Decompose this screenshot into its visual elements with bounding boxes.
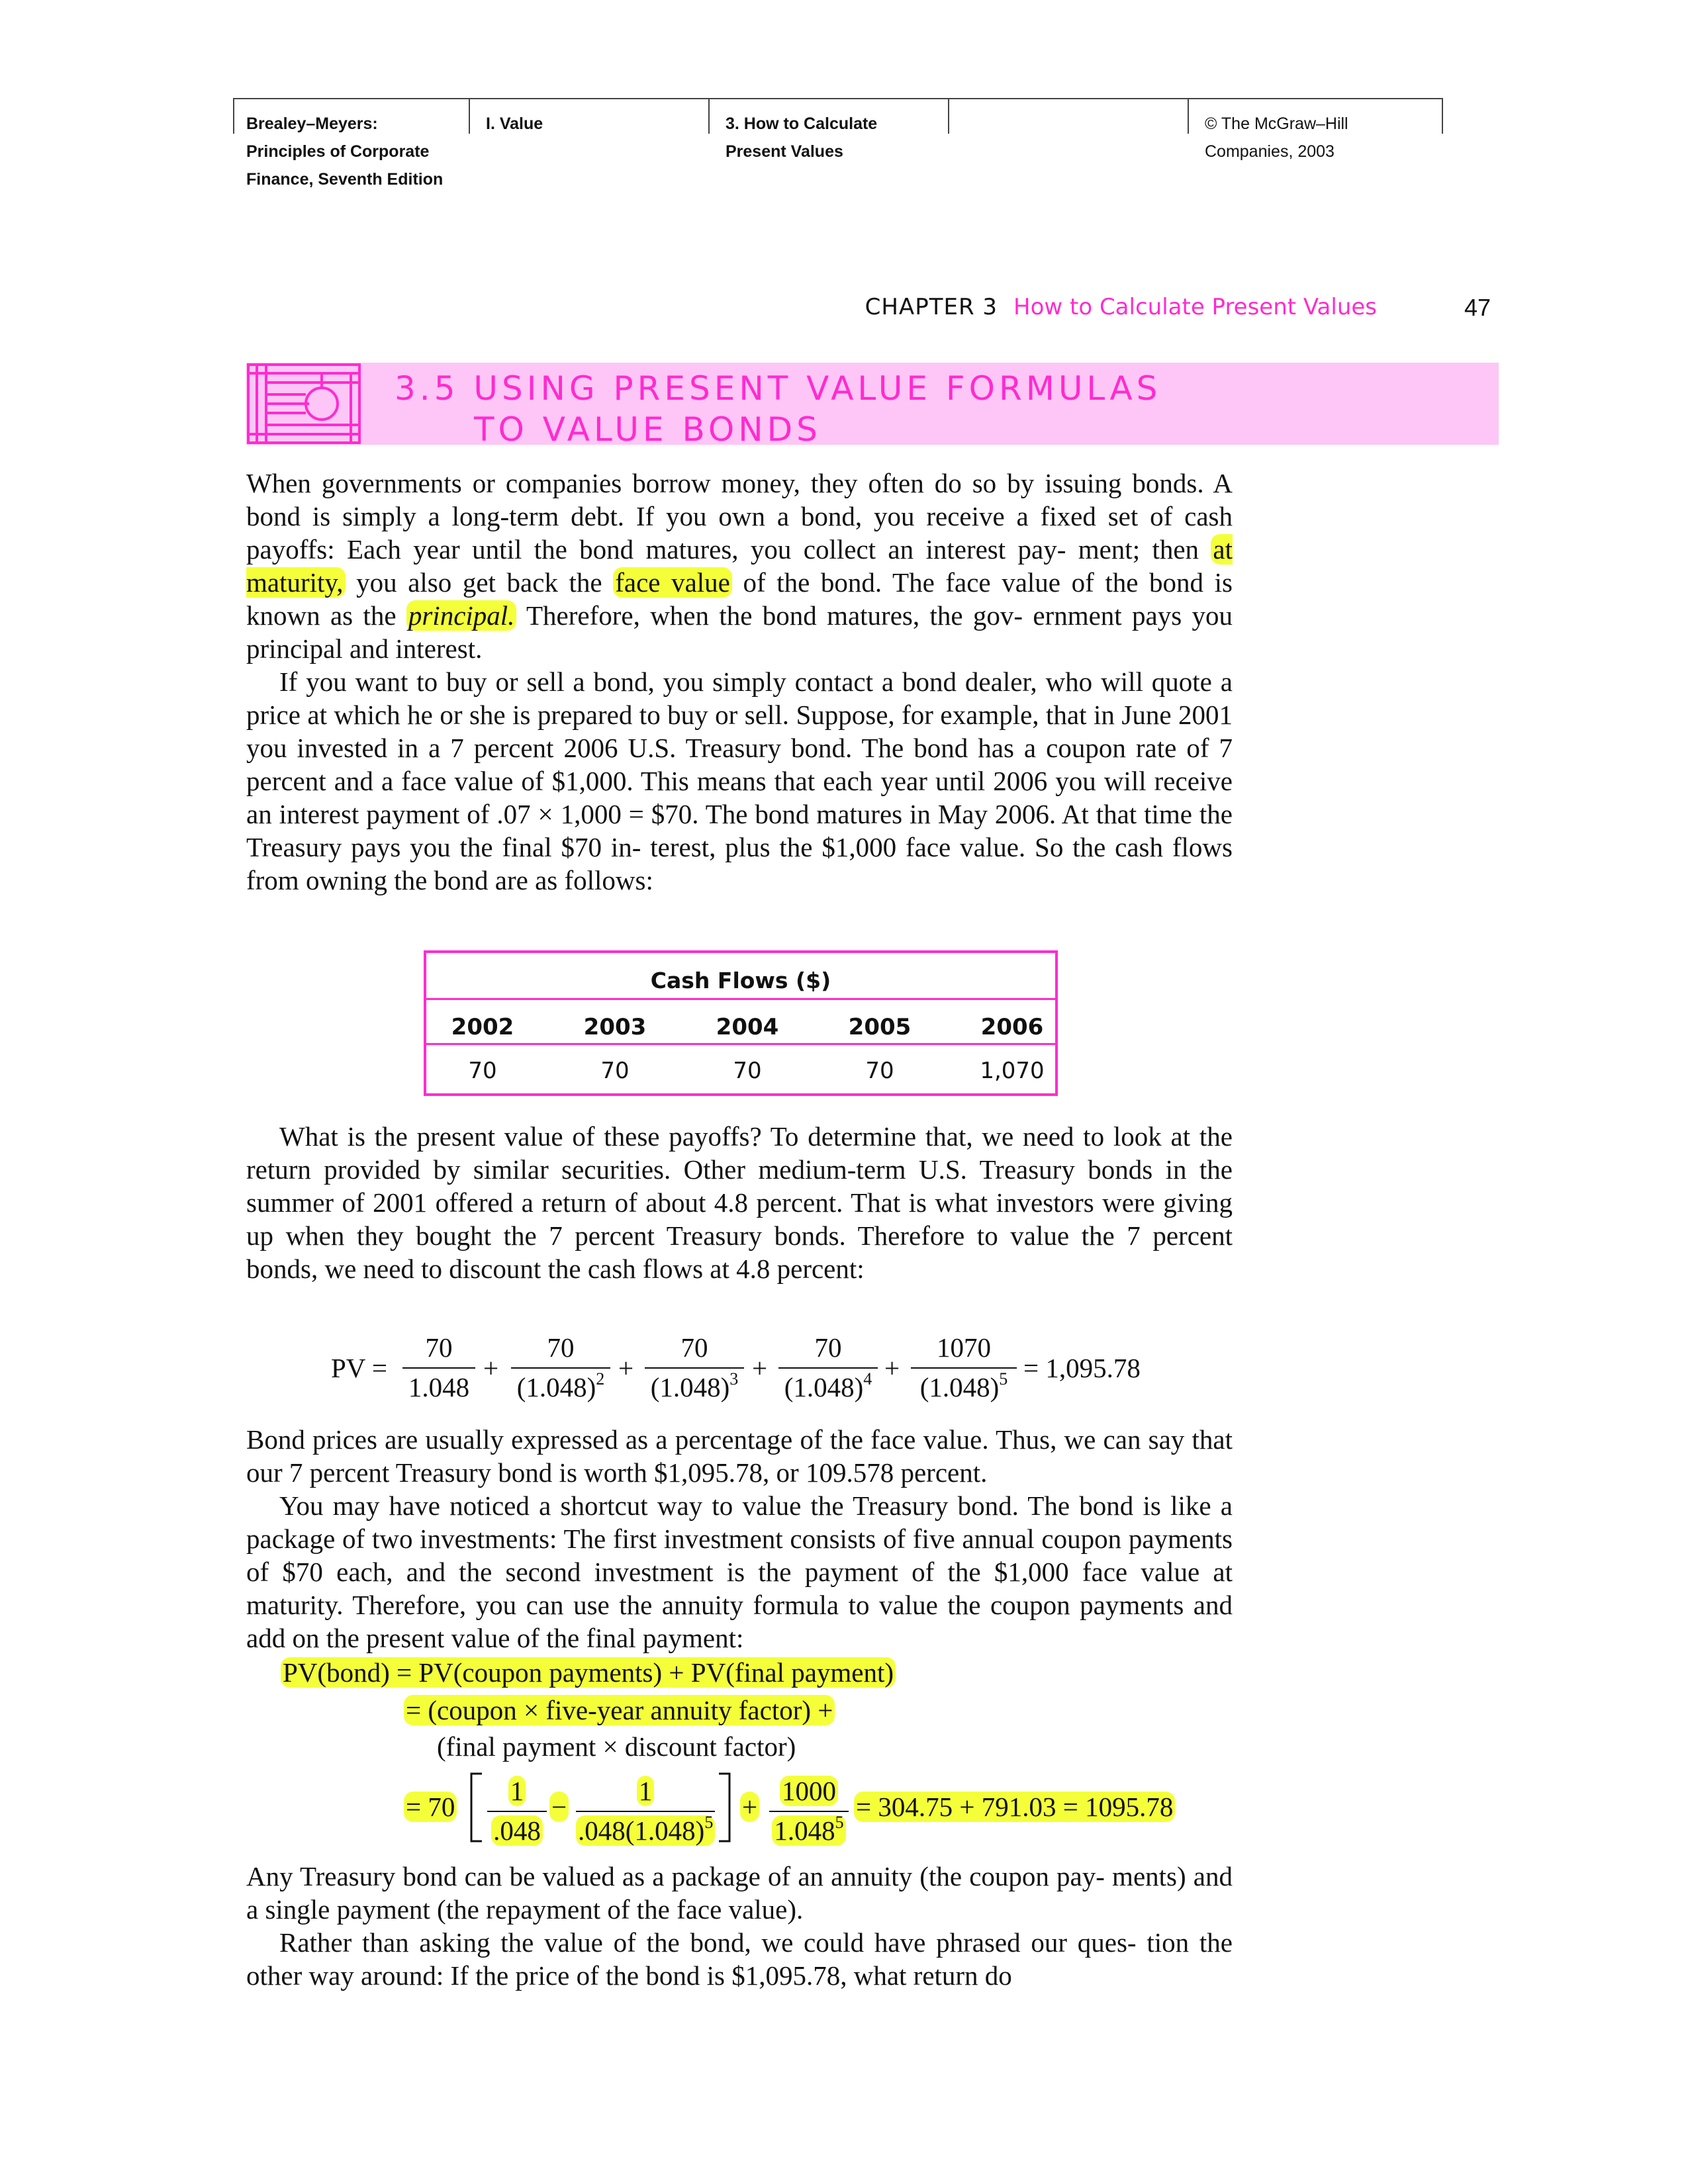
header-chapter: 3. How to Calculate Present Values — [726, 114, 878, 161]
left-bracket — [466, 1771, 486, 1844]
table-year: 2002 — [451, 1014, 514, 1040]
eq-minus: − — [549, 1791, 569, 1823]
body-text-3 — [246, 1423, 1233, 1655]
body-text-1 — [246, 467, 1233, 897]
paragraph: What is the present value of these payoffs? To determine that, we need to look at the return provided by similar securities. Other medium-term U.S. Treasury bonds in the summer of 2001 offered a return of about 4.8 percent. That is what investors were giving up when they bought the 7 percent Treasury bonds. Therefore to value the 7 percent bonds, we need to discount the cash flows at 4.8 percent: — [246, 1121, 1233, 1284]
paragraph: Any Treasury bond can be valued as a package of an annuity (the coupon pay- ments) and a single payment (the repayment of the face value). — [246, 1861, 1233, 1925]
header-divider — [1188, 99, 1189, 134]
highlight: principal. — [406, 600, 517, 631]
section-title: 3.5 USING PRESENT VALUE FORMULAS TO VALUE BONDS — [395, 369, 1162, 449]
paragraph: Rather than asking the value of the bond, we could have phrased our ques- tion the other way around: If the price of the bond is $1,095.78, what return do — [246, 1927, 1233, 1991]
table-rule — [426, 998, 1055, 1000]
eq-result: = 1,095.78 — [1023, 1353, 1141, 1383]
page-number: 47 — [1464, 294, 1491, 321]
table-year: 2003 — [583, 1014, 647, 1040]
table-value: 70 — [865, 1058, 894, 1084]
eq-plus: + — [884, 1353, 900, 1383]
eq-line: PV(bond) = PV(coupon payments) + PV(final payment) — [281, 1657, 896, 1688]
table-value: 70 — [733, 1058, 762, 1084]
eq-plus: + — [483, 1353, 499, 1383]
eq-fraction: 1000 1.048$^5$ — [769, 1775, 849, 1846]
section-icon — [246, 363, 361, 445]
eq-fraction: 1 .048 — [487, 1775, 547, 1846]
table-caption: Cash Flows ($) — [650, 968, 831, 993]
eq-fraction: 1 $.048(1.048)^5$ — [576, 1775, 715, 1846]
eq-prefix: = 70 — [404, 1791, 457, 1823]
eq-fraction: 1070 $(1.048)^5$ — [911, 1332, 1017, 1403]
header-part: I. Value — [486, 114, 543, 133]
body-text-2 — [246, 1120, 1233, 1285]
table-year: 2005 — [848, 1014, 912, 1040]
eq-line: (final payment × discount factor) — [437, 1731, 796, 1762]
eq-fraction: 70 1.048 — [402, 1332, 475, 1403]
table-value: 1,070 — [980, 1058, 1045, 1084]
paragraph: If you want to buy or sell a bond, you simply contact a bond dealer, who will quote a price at which he or she is prepared to buy or sell. Suppose, for example, that in June 2001 you invested in a 7 percent 2006 U.S. Treasury bond. The bond has a coupon rate of 7 percent and a face value of $1,000. This means that each year until 2006 you will receive an interest payment of .07 × 1,000 = $70. The bond matures in May 2006. At that time the Treasury pays you the final $70 in- terest, plus the $1,000 face value. So the cash flows from owning the bond are as follows: — [246, 666, 1233, 895]
table-rule — [426, 1043, 1055, 1045]
eq-fraction: 70 $(1.048)^2$ — [511, 1332, 610, 1403]
header-divider — [233, 99, 234, 134]
eq-plus: + — [740, 1791, 759, 1823]
header-divider — [1442, 99, 1443, 134]
paragraph: You may have noticed a shortcut way to value the Treasury bond. The bond is like a package of two investments: The first investment consists of five annual coupon payments of $70 each, and the second investment is the payment of the $1,000 face value at maturity. Therefore, you can use the annuity formula to value the coupon payments and add on the present value of the final payment: — [246, 1490, 1233, 1653]
chapter-title: How to Calculate Present Values — [1013, 294, 1377, 320]
header-divider — [708, 99, 710, 134]
right-bracket — [715, 1771, 735, 1844]
header-divider — [469, 99, 470, 134]
highlight: face value — [613, 567, 732, 598]
eq-line: = (coupon × five-year annuity factor) + — [404, 1694, 835, 1726]
eq-plus: + — [752, 1353, 768, 1383]
body-text-4 — [246, 1860, 1233, 1992]
table-value: 70 — [468, 1058, 497, 1084]
eq-lhs: PV = — [331, 1353, 388, 1383]
chapter-heading — [865, 294, 1377, 320]
chapter-label: CHAPTER 3 — [865, 294, 998, 320]
cash-flow-table — [424, 950, 1058, 1096]
table-value: 70 — [600, 1058, 630, 1084]
table-year: 2006 — [980, 1014, 1044, 1040]
eq-plus: + — [618, 1353, 634, 1383]
table-year: 2004 — [716, 1014, 779, 1040]
eq-fraction: 70 $(1.048)^4$ — [778, 1332, 878, 1403]
paragraph: When governments or companies borrow money, they often do so by issuing bonds. A bond is simply a long-term debt. If you own a bond, you receive a fixed set of cash payoffs: Each year until the bond matures, you collect an interest pay- ment; then at maturity, you also get back the face value of the bond. The face value of the bond is known as the principal. Therefore, when the bond matures, the gov- ernment pays you principal and interest. — [246, 468, 1233, 664]
header-divider — [948, 99, 949, 134]
eq-result: = 304.75 + 791.03 = 1095.78 — [854, 1791, 1175, 1823]
header-copyright: © The McGraw–Hill Companies, 2003 — [1205, 114, 1348, 161]
header-book-info: Brealey–Meyers: Principles of Corporate Finance, Seventh Edition — [246, 114, 444, 189]
eq-fraction: 70 $(1.048)^3$ — [645, 1332, 744, 1403]
paragraph: Bond prices are usually expressed as a percentage of the face value. Thus, we can say that our 7 percent Treasury bond is worth $1,095.78, or 109.578 percent. — [246, 1424, 1233, 1488]
highlight: at maturity, — [246, 534, 1233, 598]
